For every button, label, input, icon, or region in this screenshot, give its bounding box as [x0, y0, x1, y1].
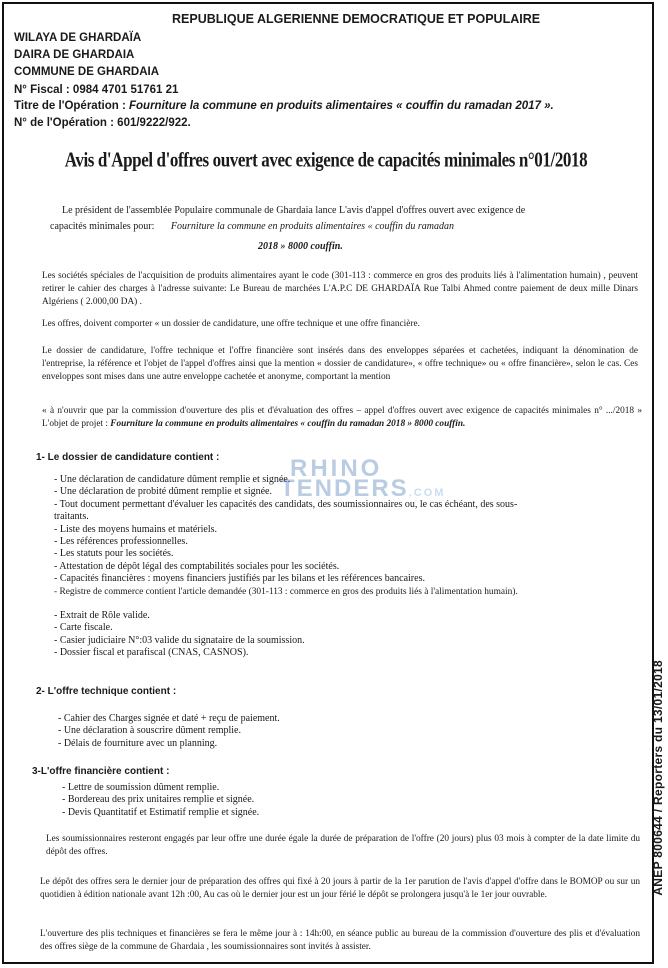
paragraph-deposit: Le dépôt des offres sera le dernier jour de préparation des offres qui fixé à 20 jours à partir de la 1er parution de l'avis d'appel d'offre dans le BOMOP ou sur un quotidien à édition nationale avant 12h :00, Au cas où le dernier jour est un jour férié le dépôt se prolongera jusqu'à le 1er jour ouvrable. [40, 877, 640, 900]
publication-side-note: ANEP 800644 / Reporters du 13/01/2018 [651, 660, 665, 896]
intro-line-1: Le président de l'assemblée Populaire communale de Ghardaia lance L'avis d'appel d'offres ouvert avec exigence de [62, 205, 526, 216]
list-item: - Cahier des Charges signée et daté + reçu de paiement. [58, 713, 280, 724]
paragraph-mention [42, 405, 642, 431]
list-item: - Registre de commerce contient l'article demandée (301-113 : commerce en gros des produits liés à l'alimentation humain). [54, 586, 518, 597]
list-item: - Les références professionnelles. [54, 536, 188, 548]
list-item: - Devis Quantitatif et Estimatif remplie et signée. [62, 806, 260, 818]
list-item: - Les statuts pour les sociétés. [54, 548, 174, 560]
section-technical-list [58, 713, 280, 750]
republic-heading: REPUBLIQUE ALGERIENNE DEMOCRATIQUE ET POPULAIRE [172, 12, 541, 26]
intro-line-2-object: Fourniture la commune en produits alimentaires « couffin du ramadan [170, 221, 454, 232]
list-item: - Une déclaration à souscrire dûment remplie. [58, 725, 241, 737]
watermark-line-2 [280, 475, 445, 503]
operation-number: N° de l'Opération : 601/9222/922. [14, 117, 191, 129]
paragraph-opening: L'ouverture des plis techniques et financières se fera le même jour à : 14h:00, en séance public au bureau de la commission d'ouverture des plis et d'évaluation des offres siège de la commune de Ghardaia , les soumissionnaires sont invités à assister. [40, 929, 640, 952]
notice-title: Avis d'Appel d'offres ouvert avec exigence de capacités minimales n°01/2018 [64, 147, 588, 172]
section-financial-title: 3-L'offre financière contient : [32, 766, 170, 777]
list-item: - Une déclaration de candidature dûment remplie et signée. [54, 474, 291, 485]
list-item: - Dossier fiscal et parafiscal (CNAS, CASNOS). [54, 647, 249, 659]
fiscal-number: N° Fiscal : 0984 4701 51761 21 [14, 84, 179, 96]
intro-line-3: 2018 » 8000 couffin. [258, 241, 343, 252]
watermark-logo [280, 455, 446, 502]
list-item: - Attestation de dépôt légal des comptabilités sociales pour les sociétés. [54, 560, 340, 572]
list-item: - Tout document permettant d'évaluer les capacités des candidats, des soumissionnaires ou, le cas échéant, des sous- [54, 498, 518, 510]
paragraph-envelopes: Le dossier de candidature, l'offre technique et l'offre financière sont insérés dans des enveloppes séparées et cachetées, indiquant la dénomination de l'entreprise, la référence et l'objet de l'appel d'offres ainsi que la mention « dossier de candidature», « offre technique» ou « offre financière», selon le cas. Ces enveloppes sont mises dans une autre enveloppe cachetée et anonyme, comportant la mention [42, 346, 638, 382]
paragraph-mention-text: « à n'ouvrir que par la commission d'ouverture des plis et d'évaluation des offres – appel d'offres ouvert avec exigence de capacités minimales n° .../2018 » L'objet de projet : [42, 406, 642, 429]
paragraph-offer-contents: Les offres, doivent comporter « un dossier de candidature, une offre technique et une offre financière. [42, 319, 420, 329]
list-spacer [54, 598, 518, 610]
list-item: - Casier judiciaire N°:03 valide du signataire de la soumission. [54, 634, 305, 646]
section-financial-list [62, 782, 259, 819]
list-item: - Extrait de Rôle valide. [54, 610, 150, 622]
list-item: - Délais de fourniture avec un planning. [58, 737, 218, 749]
section-candidature-title: 1- Le dossier de candidature contient : [36, 452, 220, 463]
wilaya-line: WILAYA DE GHARDAÏA [14, 32, 142, 44]
watermark-word: TENDERS [280, 475, 409, 502]
paragraph-validity: Les soumissionnaires resteront engagés par leur offre une durée égale la durée de préparation de l'offre (20 jours) plus 03 mois à compter de la date limite du dépôt des offres. [46, 834, 640, 857]
operation-title-label: Titre de l'Opération : [14, 100, 126, 112]
intro-line-2-label: capacités minimales pour: [50, 221, 155, 232]
list-item: - Carte fiscale. [54, 622, 113, 634]
operation-title [14, 100, 554, 112]
operation-title-value: Fourniture la commune en produits alimentaires « couffin du ramadan 2017 ». [129, 100, 554, 112]
daira-line: DAIRA DE GHARDAIA [14, 49, 135, 61]
watermark-suffix: .COM [408, 487, 446, 499]
list-item: - Capacités financières : moyens financiers justifiés par les bilans et les références bancaires. [54, 573, 425, 585]
list-item: - Une déclaration de probité dûment remplie et signée. [54, 486, 272, 498]
watermark-line-1: RHINO [290, 455, 383, 482]
section-technical-title: 2- L'offre technique contient : [36, 686, 177, 697]
commune-line: COMMUNE DE GHARDAIA [14, 66, 160, 78]
list-item: - Bordereau des prix unitaires remplie et signée. [62, 794, 255, 806]
list-item: - Lettre de soumission dûment remplie. [62, 782, 220, 793]
paragraph-eligibility: Les sociétés spéciales de l'acquisition de produits alimentaires ayant le code (301-113 : commerce en gros des produits liés à l'alimentation humain) , peuvent retirer le cahier des charges à l'adresse suivante: Le Bureau de marchées L'A.P.C DE GHARDAÏA Rue Talbi Ahmed contre paiement de deux mille Dinars Algériens ( 2.000,00 DA) . [42, 271, 638, 307]
intro-line-2 [50, 221, 454, 232]
list-item: traitants. [54, 511, 89, 523]
list-item: - Liste des moyens humains et matériels. [54, 523, 218, 535]
paragraph-mention-object: Fourniture la commune en produits alimentaires « couffin du ramadan 2018 » 8000 couffin. [110, 419, 466, 429]
